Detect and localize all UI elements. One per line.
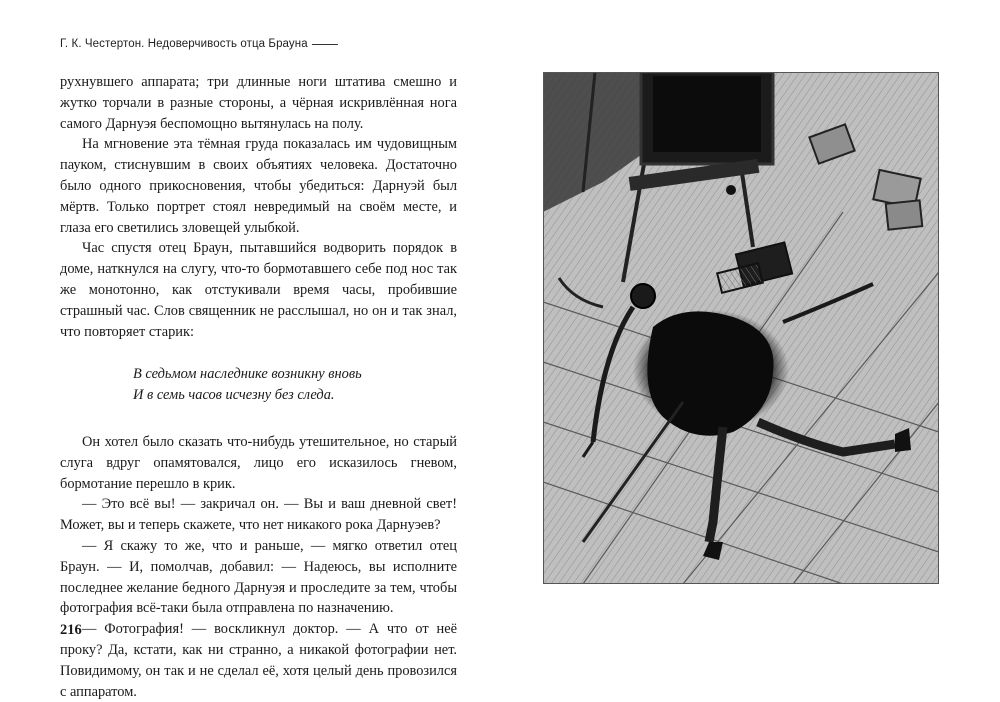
head	[631, 284, 655, 308]
illustration-drawing	[543, 72, 939, 584]
verse-line: В седьмом наследнике возникну вновь	[133, 366, 362, 383]
illustration	[543, 72, 939, 584]
running-head	[60, 38, 338, 50]
verse-line: И в семь часов исчезну без следа.	[133, 387, 335, 404]
paragraph: На мгновение эта тёмная груда показалась им чудовищным пауком, стиснувшим в своих объятиях человека. Достаточно было одного прикосновения, чтобы убедиться: Дарнуэй был мёртв. Только портрет стоял невредимый на своём месте, и глаза его светились зловещей улыбкой.	[60, 136, 457, 236]
paragraph: Час спустя отец Браун, пытавшийся водворить порядок в доме, наткнулся на слугу, что-то бормотавшего себе под нос так же монотонно, как отстукивали время часы, пробившие страшный час. Слов священник не расслышал, но он и так знал, что повторяет старик:	[60, 240, 457, 340]
text-column	[60, 72, 457, 702]
verse-block	[133, 364, 457, 406]
portrait-canvas	[653, 76, 761, 152]
dialogue-line: — Это всё вы! — закричал он. — Вы и ваш дневной свет! Может, вы и теперь скажете, что нет никакого рока Дарнуэев?	[60, 496, 457, 534]
running-head-rule	[312, 44, 338, 45]
dialogue-line: — Я скажу то же, что и раньше, — мягко ответил отец Браун. — И, помолчав, добавил: — Надеюсь, вы исполните последнее желание бедного Дарнуэя и проследите за тем, чтобы фотография всё-таки была отправлена по назначению.	[60, 537, 457, 617]
running-title: Г. К. Честертон. Недоверчивость отца Брауна	[60, 38, 308, 50]
page-number: 216	[60, 622, 82, 638]
dialogue-line: — Фотография! — воскликнул доктор. — А что от неё проку? Да, кстати, как ни странно, а никакой фотографии нет. Повидимому, он так и не сделал её, хотя целый день провозился с аппаратом.	[60, 621, 457, 700]
paragraph: рухнувшего аппарата; три длинные ноги штатива смешно и жутко торчали в разные стороны, а чёрная искривлённая нога самого Дарнуэя беспомощно вытянулась на полу.	[60, 74, 457, 132]
paragraph: Он хотел было сказать что-нибудь утешительное, но старый слуга вдруг опамятовался, лицо его исказилось гневом, бормотание перешло в крик.	[60, 433, 457, 492]
